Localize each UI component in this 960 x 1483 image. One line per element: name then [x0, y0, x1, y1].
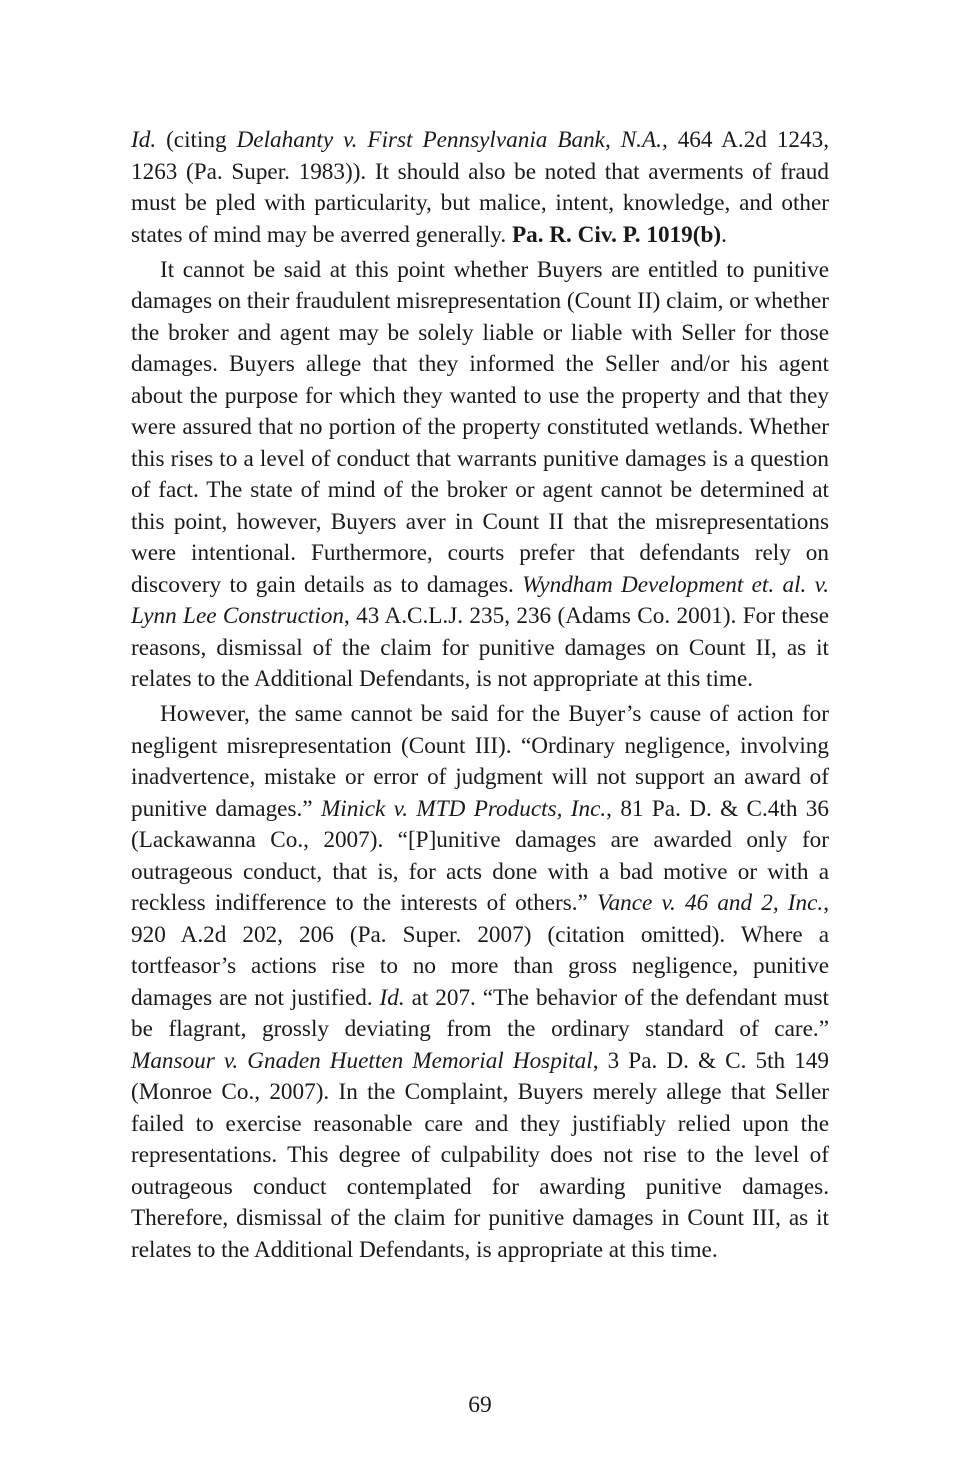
case-citation: Mansour v. Gnaden Huetten Memorial Hospital	[131, 1047, 593, 1074]
text-run: , 43 A.C.L.J. 235, 236 (Adams Co. 2001). For these reasons, dismissal of the claim for punitive damages on Count II, as it relates to the Additional Defendants, is not appropriate at this time.	[131, 603, 830, 692]
paragraph-continuation	[131, 125, 829, 251]
text-run: .	[721, 221, 727, 248]
case-citation: Delahanty v. First Pennsylvania Bank, N.A.	[236, 127, 662, 153]
text-run: , 81 Pa. D. & C.4th 36 (Lackawanna Co., 2007). “[P]unitive damages are awarded only for outrageous conduct, that is, for acts done with a bad motive or with a reckless indifference to the interests of others.”	[131, 795, 829, 916]
text-run: It cannot be said at this point whether Buyers are entitled to punitive damages on their fraudulent misrepresentation (Count II) claim, or whether the broker and agent may be solely liable or liable with Seller for those damages. Buyers allege that they informed the Seller and/or his agent about the purpose for which they wanted to use the property and that they were assured that no portion of the property constituted wetlands. Whether this rises to a level of conduct that warrants punitive damages is a question of fact. The state of mind of the broker or agent cannot be determined at this point, however, Buyers aver in Count II that the misrepresentations were intentional. Furthermore, courts prefer that defendants rely on discovery to gain details as to damages.	[131, 256, 829, 598]
text-run: , 920 A.2d 202, 206 (Pa. Super. 2007) (citation omitted). Where a tortfeasor’s actions rise to no more than gross negligence, punitive damages are not justified.	[131, 890, 829, 1011]
text-run: (citing	[156, 127, 237, 153]
paragraph-count-iii	[131, 699, 829, 1266]
case-citation: Vance v. 46 and 2, Inc.	[596, 890, 824, 916]
text-run: at 207. “The behavior of the defendant must be flagrant, grossly deviating from the ordinary standard of care.”	[131, 984, 829, 1042]
text-run: , 464 A.2d 1243, 1263 (Pa. Super. 1983)). It should also be noted that averments of fraud must be pled with particularity, but malice, intent, knowledge, and other states of mind may be averred generally.	[131, 127, 830, 248]
citation-id: Id.	[131, 127, 157, 153]
case-citation: Wyndham Development et. al. v. Lynn Lee Construction	[131, 571, 829, 629]
paragraph-count-ii	[131, 255, 829, 696]
text-run: However, the same cannot be said for the Buyer’s cause of action for negligent misrepresentation (Count III). “Ordinary negligence, involving inadvertence, mistake or error of judgment will not support an award of punitive damages.”	[131, 701, 829, 822]
case-citation: Minick v. MTD Products, Inc.	[320, 795, 607, 822]
document-body	[131, 125, 829, 1266]
citation-id: Id.	[379, 984, 405, 1011]
text-run: , 3 Pa. D. & C. 5th 149 (Monroe Co., 2007). In the Complaint, Buyers merely allege that Seller failed to exercise reasonable care and they justifiably relied upon the representations. This degree of culpability does not rise to the level of outrageous conduct contemplated for awarding punitive damages. Therefore, dismissal of the claim for punitive damages in Count III, as it relates to the Additional Defendants, is appropriate at this time.	[131, 1047, 829, 1263]
rule-citation: Pa. R. Civ. P. 1019(b)	[511, 221, 722, 248]
page-number: 69	[468, 1392, 492, 1418]
